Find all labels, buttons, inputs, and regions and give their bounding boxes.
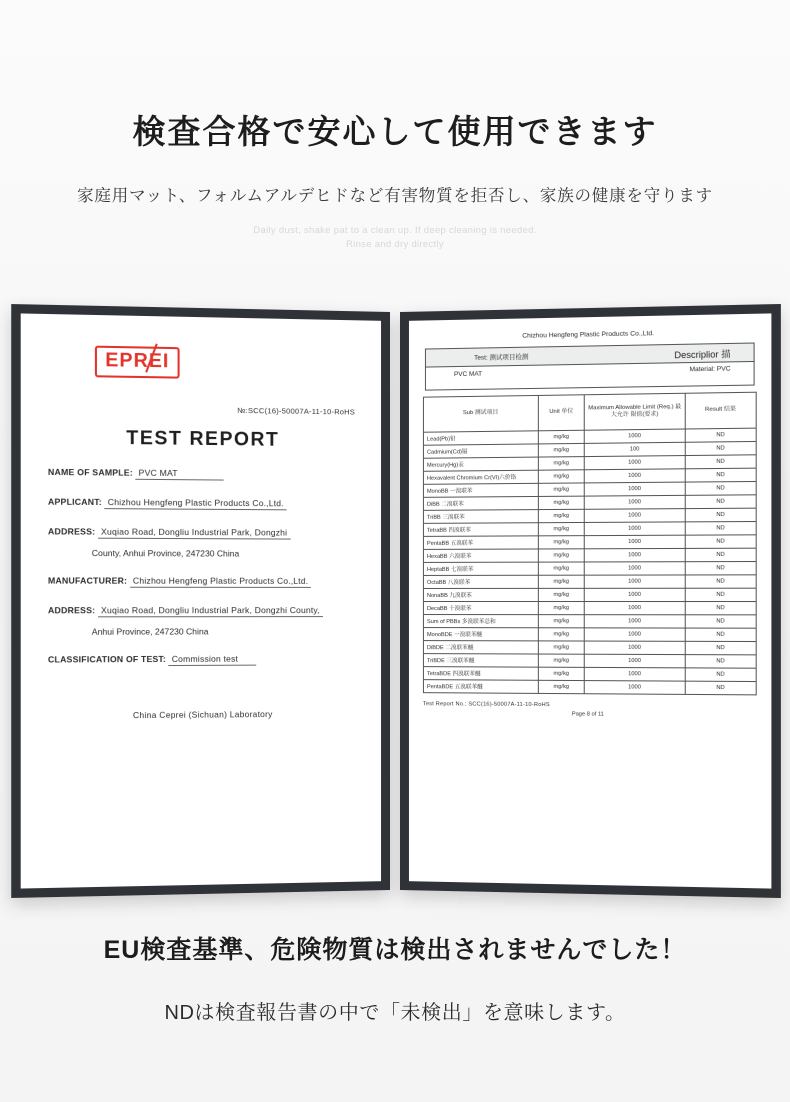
faint-note-line-1: Daily dust, shake pat to a clean up. If deep cleaning is needed. <box>253 224 537 236</box>
cell-unit: mg/kg <box>538 602 584 615</box>
cell-unit: mg/kg <box>538 496 584 509</box>
certificate-right-page <box>409 313 771 888</box>
field-address-applicant-line2 <box>92 548 355 559</box>
cell-limit: 1000 <box>585 535 685 549</box>
cell-substance: MonoBDE 一溴联苯醚 <box>423 628 538 641</box>
cell-substance: MonoBB 一溴联苯 <box>423 483 538 497</box>
field-label: ADDRESS: <box>47 526 96 537</box>
cell-substance: PentaBB 五溴联苯 <box>423 536 538 550</box>
cell-limit: 1000 <box>585 548 685 562</box>
field-manufacturer <box>48 575 355 588</box>
cell-substance: PentaBDE 五溴联苯醚 <box>423 680 538 694</box>
field-value: Commission test <box>169 654 257 667</box>
cell-unit: mg/kg <box>538 641 584 654</box>
field-name-of-sample <box>48 467 355 482</box>
field-classification-of-test <box>48 653 355 666</box>
cell-result: ND <box>685 548 756 562</box>
cell-result: ND <box>685 681 756 695</box>
cell-limit: 1000 <box>585 495 685 509</box>
cell-result: ND <box>685 441 756 455</box>
cell-result: ND <box>685 641 756 655</box>
field-applicant <box>48 496 355 510</box>
field-value: County, Anhui Province, 247230 China <box>91 547 240 559</box>
table-row <box>423 588 756 601</box>
company-name: Chizhou Hengfeng Plastic Products Co.,Ltd. <box>522 330 654 340</box>
cell-unit: mg/kg <box>538 457 584 471</box>
cell-limit: 1000 <box>585 562 685 575</box>
cell-substance: NonaBB 九溴联苯 <box>423 588 538 601</box>
table-row <box>423 535 756 550</box>
cell-result: ND <box>685 615 756 628</box>
table-row <box>423 562 756 576</box>
bottom-subtext: NDは検査報告書の中で「未検出」を意味します。 <box>164 1002 626 1024</box>
cell-unit: mg/kg <box>538 628 584 641</box>
cell-limit: 100 <box>585 442 685 456</box>
header-block <box>0 0 790 252</box>
page-title: 検査合格で安心して使用できます <box>132 113 658 150</box>
certificate-right-frame <box>400 304 781 898</box>
field-value: Xuqiao Road, Dongliu Industrial Park, Dongzhi <box>98 526 290 539</box>
col-result: Result 结果 <box>685 392 756 429</box>
certificate-left-frame <box>11 304 390 898</box>
cell-substance: TriBDE 三溴联苯醚 <box>423 654 538 668</box>
cell-result: ND <box>685 508 756 522</box>
cell-substance: Hexavalent Chromium Cr(VI)六价铬 <box>423 470 538 484</box>
description-label: Descriplior 描 <box>674 349 731 361</box>
field-address-applicant <box>48 526 355 540</box>
results-document <box>409 313 771 888</box>
cell-limit: 1000 <box>585 429 685 443</box>
cell-limit: 1000 <box>585 588 685 601</box>
faint-note-line-2: Rinse and dry directly <box>346 238 444 250</box>
material-label: Material: PVC <box>689 365 731 374</box>
field-label: APPLICANT: <box>47 496 102 508</box>
cell-limit: 1000 <box>585 615 685 628</box>
cell-result: ND <box>685 521 756 535</box>
faint-note <box>0 224 790 253</box>
table-row <box>423 575 756 589</box>
field-label: MANUFACTURER: <box>47 575 128 586</box>
cell-limit: 1000 <box>585 482 685 496</box>
certificates-area <box>0 312 790 892</box>
col-substance: Sub 测试项目 <box>423 395 538 432</box>
cell-result: ND <box>685 655 756 669</box>
certificate-left-page <box>21 313 381 888</box>
table-row <box>423 680 756 695</box>
cell-limit: 1000 <box>585 654 685 668</box>
cell-substance: DecaBB 十溴联苯 <box>423 602 538 615</box>
cell-unit: mg/kg <box>538 680 584 693</box>
cell-substance: Mercury(Hg)汞 <box>423 457 538 471</box>
laboratory-name: China Ceprei (Sichuan) Laboratory <box>133 709 273 721</box>
report-page-number: Page 8 of 11 <box>571 711 604 718</box>
cell-limit: 1000 <box>585 456 685 470</box>
cell-limit: 1000 <box>585 681 685 695</box>
cell-unit: mg/kg <box>538 430 584 444</box>
cell-limit: 1000 <box>585 522 685 536</box>
cell-limit: 1000 <box>585 667 685 681</box>
cell-substance: HexaBB 六溴联苯 <box>423 549 538 562</box>
field-value: Chizhou Hengfeng Plastic Products Co.,Ltd. <box>130 576 312 588</box>
test-report-document <box>21 313 381 888</box>
cell-substance: TriBB 三溴联苯 <box>423 510 538 524</box>
cell-unit: mg/kg <box>538 483 584 497</box>
cell-unit: mg/kg <box>538 522 584 535</box>
field-value: Chizhou Hengfeng Plastic Products Co.,Ltd. <box>105 497 287 510</box>
bottom-block <box>0 930 790 1025</box>
field-value: Anhui Province, 247230 China <box>91 626 209 637</box>
table-row <box>423 615 756 629</box>
cell-substance: TetraBDE 四溴联苯醚 <box>423 667 538 681</box>
cell-unit: mg/kg <box>538 615 584 628</box>
table-row <box>423 628 756 642</box>
bottom-headline: EU検査基準、危険物質は検出されませんでした！ <box>103 936 687 964</box>
cell-result: ND <box>685 588 756 601</box>
results-table <box>423 392 757 696</box>
cell-limit: 1000 <box>585 509 685 523</box>
report-footer-note: Test Report No.: SCC(16)-50007A-11-10-RoHS <box>422 701 550 709</box>
cell-substance: Lead(Pb)铅 <box>423 431 538 445</box>
cell-result: ND <box>685 668 756 682</box>
cell-substance: DiBDE 二溴联苯醚 <box>423 641 538 654</box>
cell-unit: mg/kg <box>538 470 584 484</box>
cell-result: ND <box>685 468 756 482</box>
results-table-body <box>423 428 756 695</box>
cell-substance: DiBB 二溴联苯 <box>423 496 538 510</box>
cell-unit: mg/kg <box>538 588 584 601</box>
col-limit: Maximum Allowable Limit (Req.) 最大允许 限值(要求) <box>585 393 685 430</box>
cell-unit: mg/kg <box>538 536 584 549</box>
cell-result: ND <box>685 628 756 641</box>
report-title: TEST REPORT <box>126 427 280 451</box>
cell-limit: 1000 <box>585 469 685 483</box>
cell-limit: 1000 <box>585 602 685 615</box>
field-label: NAME OF SAMPLE: <box>47 466 133 478</box>
cell-result: ND <box>685 535 756 549</box>
cell-substance: Cadmium(Cd)镉 <box>423 444 538 458</box>
cell-unit: mg/kg <box>538 575 584 588</box>
cell-result: ND <box>685 428 756 442</box>
cell-limit: 1000 <box>585 628 685 641</box>
cell-unit: mg/kg <box>538 549 584 562</box>
eprei-logo-text: EPREI <box>105 349 170 373</box>
table-row <box>423 641 756 655</box>
cell-substance: TetraBB 四溴联苯 <box>423 523 538 537</box>
eprei-logo <box>95 346 180 379</box>
cell-result: ND <box>685 602 756 615</box>
field-address-manufacturer <box>48 605 355 617</box>
field-value: PVC MAT <box>135 468 223 481</box>
cell-result: ND <box>685 562 756 575</box>
cell-substance: OctaBB 八溴联苯 <box>423 575 538 588</box>
field-value: Xuqiao Road, Dongliu Industrial Park, Dongzhi County, <box>98 605 323 617</box>
eprei-logo-slash <box>145 343 179 380</box>
cell-unit: mg/kg <box>538 562 584 575</box>
cell-unit: mg/kg <box>538 509 584 522</box>
sample-info-box <box>425 342 755 390</box>
cell-unit: mg/kg <box>538 443 584 457</box>
field-label: ADDRESS: <box>47 605 96 616</box>
cell-unit: mg/kg <box>538 667 584 680</box>
cell-substance: Sum of PBBs 多溴联苯总和 <box>423 615 538 628</box>
page-subtitle: 家庭用マット、フォルムアルデヒドなど有害物質を拒否し、家族の健康を守ります <box>77 186 713 205</box>
cell-limit: 1000 <box>585 575 685 588</box>
cell-limit: 1000 <box>585 641 685 655</box>
table-header-row <box>423 392 756 432</box>
cell-result: ND <box>685 481 756 495</box>
test-label: Test: 测试项目检测 <box>474 353 529 362</box>
document-number: №:SCC(16)-50007A-11-10-RoHS <box>237 405 356 417</box>
field-address-manufacturer-line2 <box>92 626 355 637</box>
col-unit: Unit 单位 <box>538 395 584 431</box>
sample-name: PVC MAT <box>454 370 483 379</box>
cell-result: ND <box>685 575 756 588</box>
cell-result: ND <box>685 495 756 509</box>
table-row <box>423 602 756 615</box>
table-row <box>423 548 756 562</box>
cell-substance: HeptaBB 七溴联苯 <box>423 562 538 575</box>
cell-result: ND <box>685 455 756 469</box>
field-label: CLASSIFICATION OF TEST: <box>47 653 167 665</box>
results-table-head <box>423 392 756 432</box>
cell-unit: mg/kg <box>538 654 584 667</box>
